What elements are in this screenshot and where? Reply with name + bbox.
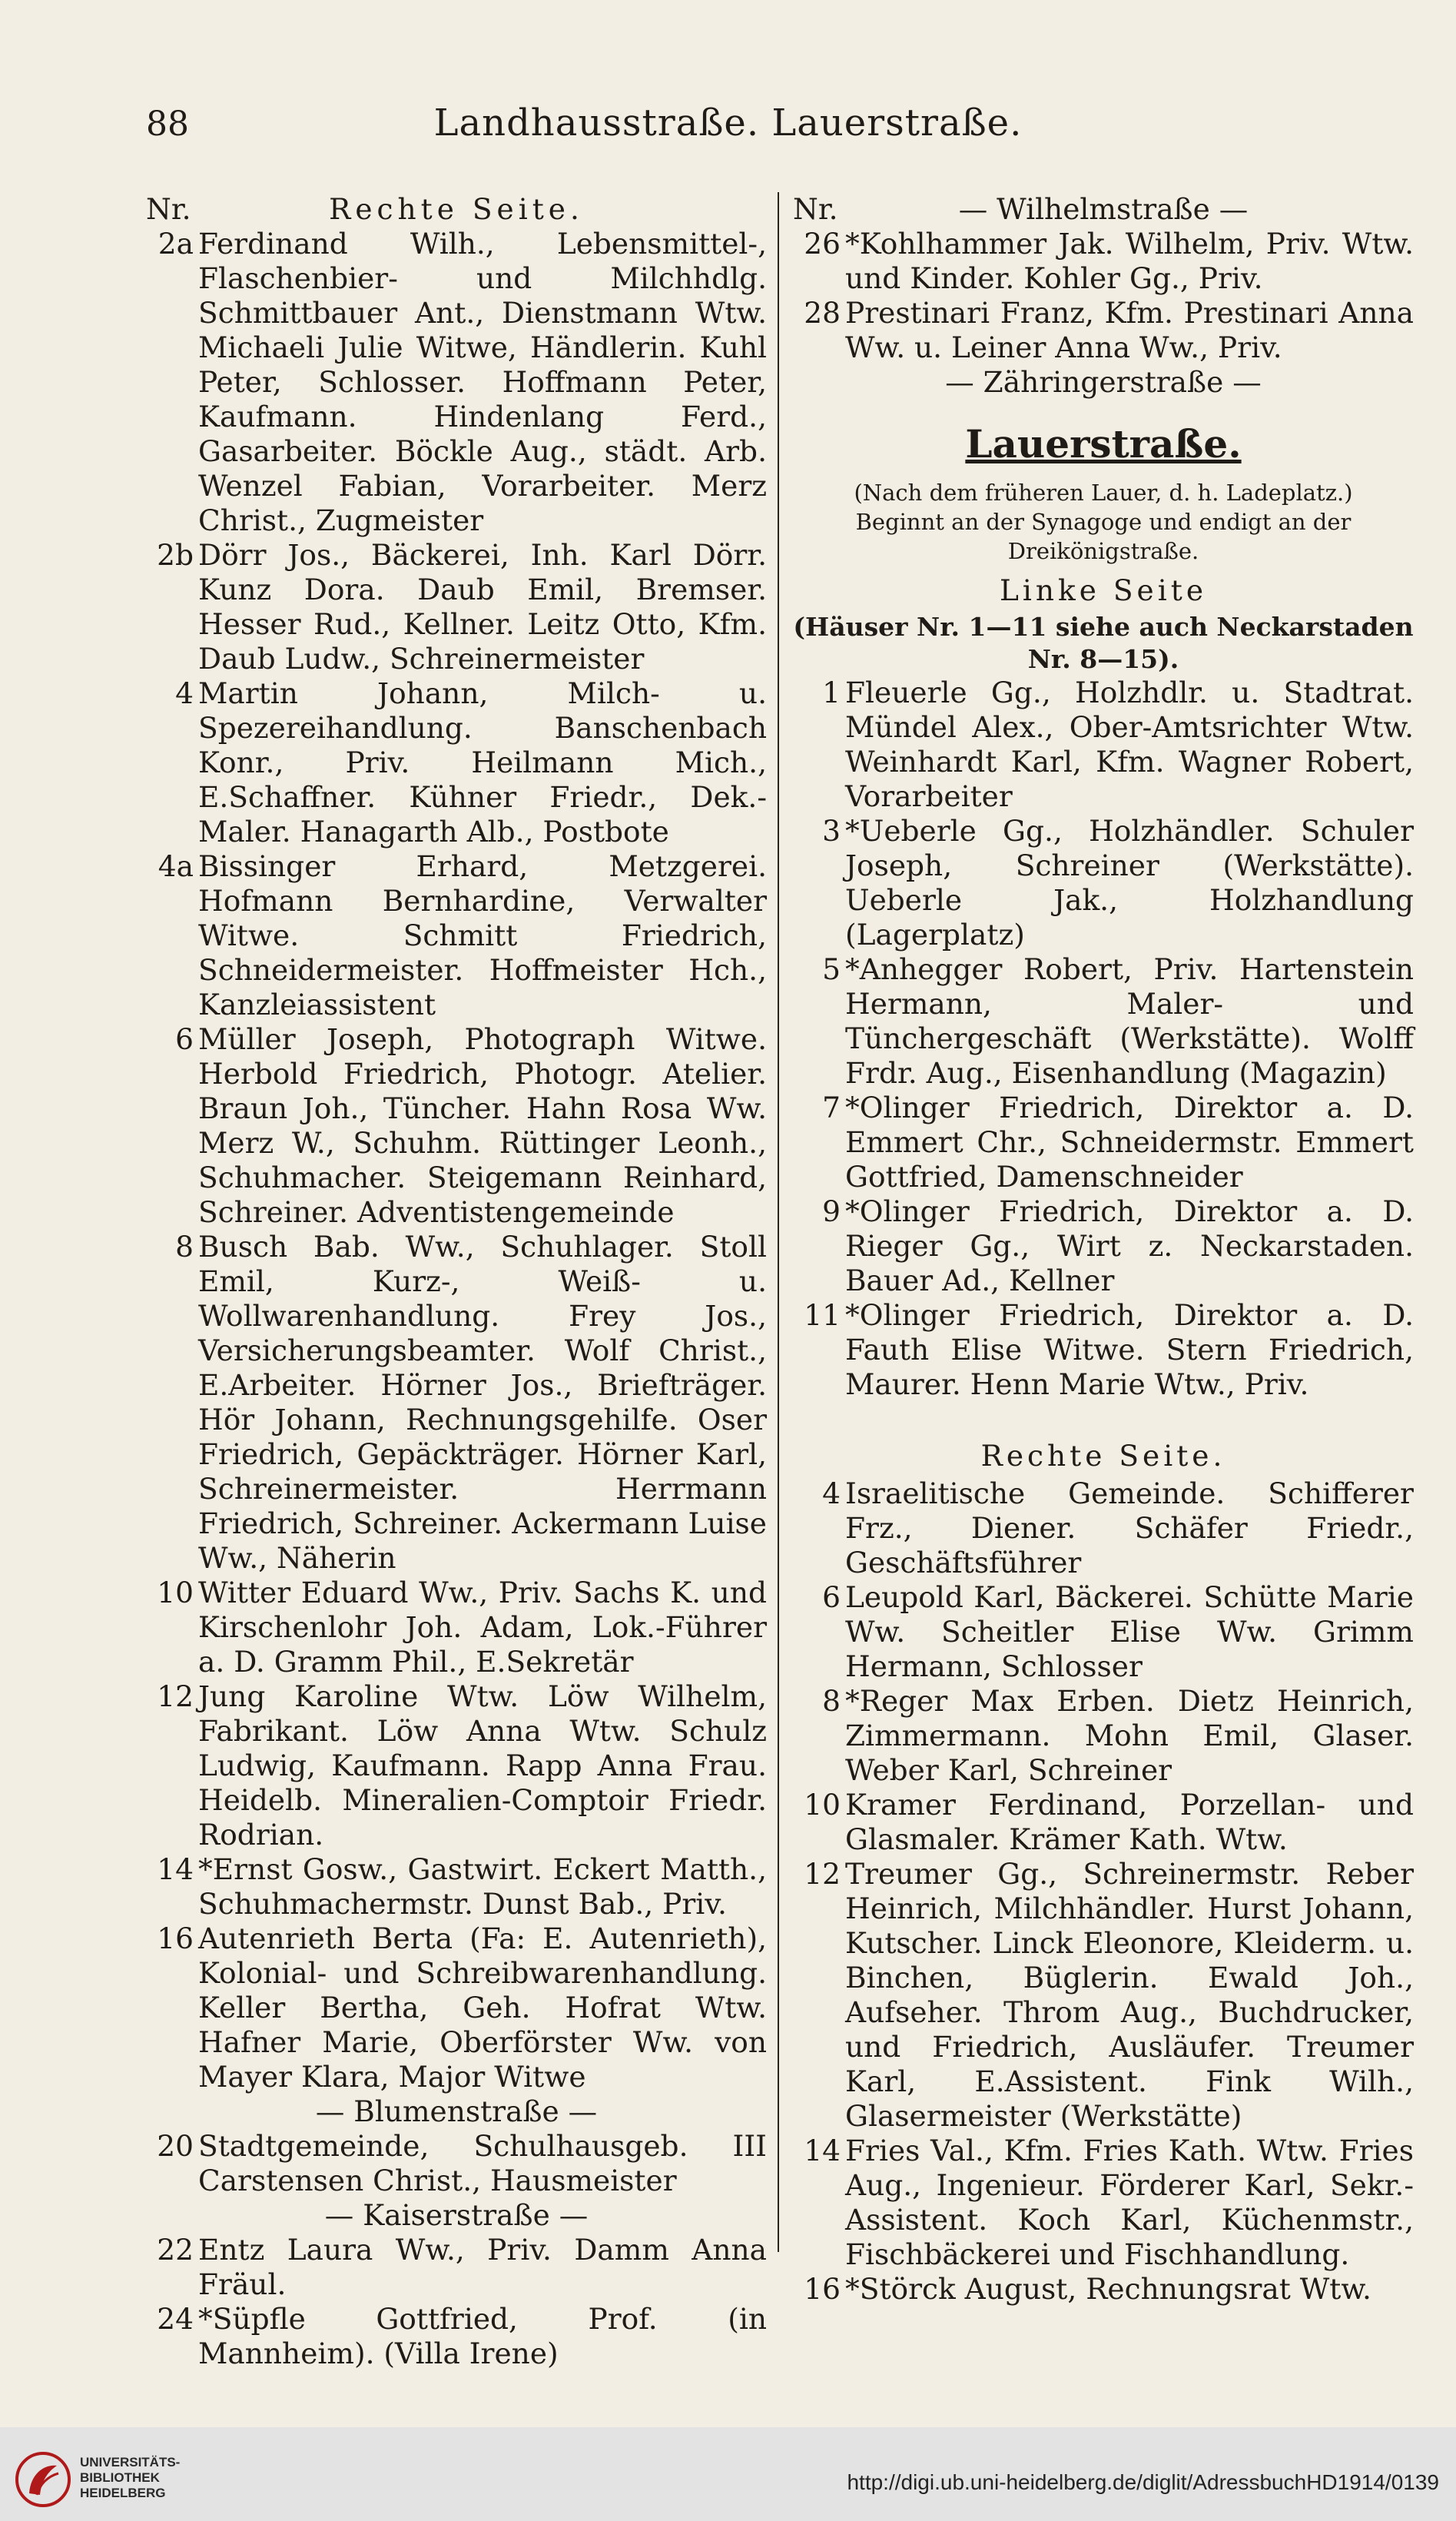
entry-text: *Olinger Friedrich, Direktor a. D. Emmert Chr., Schneidermstr. Emmert Gottfried, Damenschneider (845, 1091, 1414, 1194)
right-top-entry-list (793, 227, 1414, 400)
entry-text: *Olinger Friedrich, Direktor a. D. Rieger Gg., Wirt z. Neckarstaden. Bauer Ad., Kellner (845, 1194, 1414, 1297)
running-title: Landhausstraße. Lauerstraße. (433, 101, 1023, 144)
nr-heading: Nr. (146, 192, 191, 226)
house-number: 24 (157, 2302, 194, 2336)
entry-text: *Olinger Friedrich, Direktor a. D. Fauth Elise Witwe. Stern Friedrich, Maurer. Henn Marie Wtw., Priv. (845, 1298, 1414, 1401)
right-column-head (793, 192, 1414, 227)
entry-text: Dörr Jos., Bäckerei, Inh. Karl Dörr. Kunz Dora. Daub Emil, Bremser. Hesser Rud., Kellner. Leitz Otto, Kfm. Daub Ludw., Schreinermeister (198, 538, 767, 676)
entry-text: Israelitische Gemeinde. Schifferer Frz., Diener. Schäfer Friedr., Geschäftsführer (845, 1476, 1414, 1579)
directory-entry (146, 2129, 767, 2198)
entry-text: Müller Joseph, Photograph Witwe. Herbold Friedrich, Photogr. Atelier. Braun Joh., Tüncher. Hahn Rosa Ww. Merz W., Schuhm. Rüttinger Leonh., Schuhmacher. Steigemann Reinhard, Schreiner. Adventistengemeinde (198, 1022, 767, 1229)
right-side-entry-list (793, 1476, 1414, 2307)
left-column (146, 192, 767, 2371)
entry-text: Treumer Gg., Schreinermstr. Reber Heinrich, Milchhändler. Hurst Johann, Kutscher. Linck Eleonore, Kleiderm. u. Binchen, Büglerin. Ewald Joh., Aufseher. Throm Aug., Buchdrucker, und Friedrich, Ausläufer. Treumer Karl, E.Assistent. Fink Wilh., Glasermeister (Werkstätte) (845, 1857, 1414, 2133)
house-number: 16 (804, 2272, 841, 2306)
directory-entry (793, 1788, 1414, 1857)
directory-entry (146, 227, 767, 538)
directory-entry (146, 1576, 767, 1679)
house-number: 3 (822, 814, 841, 848)
directory-entry (146, 676, 767, 849)
cross-street-label: — Zähringerstraße — (945, 365, 1262, 399)
house-number: 20 (157, 2129, 194, 2163)
directory-entry (793, 1580, 1414, 1684)
page-number: 88 (146, 105, 189, 144)
cross-street-label: — Blumenstraße — (315, 2094, 598, 2128)
entry-text: Bissinger Erhard, Metzgerei. Hofmann Bernhardine, Verwalter Witwe. Schmitt Friedrich, Schneidermeister. Hoffmeister Hch., Kanzleiassistent (198, 849, 767, 1021)
directory-entry (793, 676, 1414, 814)
directory-entry (793, 1091, 1414, 1194)
side-label: Rechte Seite. (329, 192, 584, 226)
entry-text: *Reger Max Erben. Dietz Heinrich, Zimmermann. Mohn Emil, Glaser. Weber Karl, Schreiner (845, 1684, 1414, 1787)
entry-text: Busch Bab. Ww., Schuhlager. Stoll Emil, Kurz-, Weiß- u. Wollwarenhandlung. Frey Jos., Versicherungsbeamter. Wolf Christ., E.Arbeiter. Hörner Jos., Briefträger. Hör Johann, Rechnungsgehilfe. Oser Friedrich, Gepäckträger. Hörner Karl, Schreinermeister. Herrmann Friedrich, Schreiner. Ackermann Luise Ww., Näherin (198, 1230, 767, 1575)
street-title: Lauerstraße. (965, 421, 1242, 467)
house-number: 4 (822, 1476, 841, 1510)
directory-entry (146, 538, 767, 676)
house-number: 9 (822, 1194, 841, 1228)
directory-entry (793, 1476, 1414, 1580)
house-number: 16 (157, 1921, 194, 1955)
house-number: 14 (157, 1852, 194, 1886)
left-side-label: Linke Seite (999, 573, 1208, 607)
house-number: 12 (157, 1679, 194, 1713)
directory-entry (793, 227, 1414, 296)
entry-text: Witter Eduard Ww., Priv. Sachs K. und Kirschenlohr Joh. Adam, Lok.-Führer a. D. Gramm Phil., E.Sekretär (198, 1576, 767, 1679)
directory-entry (793, 1298, 1414, 1402)
entry-text: Kramer Ferdinand, Porzellan- und Glasmaler. Krämer Kath. Wtw. (845, 1788, 1414, 1856)
source-url[interactable]: http://digi.ub.uni-heidelberg.de/diglit/AdressbuchHD1914/0139 (847, 2470, 1439, 2494)
directory-entry (146, 2233, 767, 2302)
entry-text: Ferdinand Wilh., Lebensmittel-, Flaschenbier- und Milchhdlg. Schmittbauer Ant., Dienstmann Wtw. Michaeli Julie Witwe, Händlerin. Kuhl Peter, Schlosser. Hoffmann Peter, Kaufmann. Hindenlang Ferd., Gasarbeiter. Böckle Aug., städt. Arb. Wenzel Fabian, Vorarbeiter. Merz Christ., Zugmeister (198, 227, 767, 537)
entry-text: Martin Johann, Milch- u. Spezereihandlung. Banschenbach Konr., Priv. Heilmann Mich., E.Schaffner. Kühner Friedr., Dek.-Maler. Hanagarth Alb., Postbote (198, 676, 767, 849)
left-column-head (146, 192, 767, 227)
house-number: 8 (175, 1230, 194, 1264)
library-logo-text: UNIVERSITÄTS- BIBLIOTHEK HEIDELBERG (80, 2455, 181, 2500)
house-number: 2b (157, 538, 194, 572)
cross-street-label: — Kaiserstraße — (324, 2198, 589, 2232)
left-side-note: (Häuser Nr. 1—11 siehe auch Neckarstaden Nr. 8—15). (793, 612, 1414, 674)
entry-text: *Süpfle Gottfried, Prof. (in Mannheim). (Villa Irene) (198, 2302, 767, 2370)
entry-text: Autenrieth Berta (Fa: E. Autenrieth), Kolonial- und Schreibwarenhandlung. Keller Bertha, Geh. Hofrat Wtw. Hafner Marie, Oberförster Ww. von Mayer Klara, Major Witwe (198, 1921, 767, 2094)
directory-entry (793, 952, 1414, 1091)
entry-text: *Anhegger Robert, Priv. Hartenstein Hermann, Maler- und Tünchergeschäft (Werkstätte). Wolff Frdr. Aug., Eisenhandlung (Magazin) (845, 952, 1414, 1090)
entry-text: *Kohlhammer Jak. Wilhelm, Priv. Wtw. und Kinder. Kohler Gg., Priv. (845, 227, 1414, 295)
left-entry-list (146, 227, 767, 2371)
entry-text: Entz Laura Ww., Priv. Damm Anna Fräul. (198, 2233, 767, 2301)
house-number: 2a (158, 227, 194, 261)
directory-entry (146, 1022, 767, 1230)
house-number: 8 (822, 1684, 841, 1718)
directory-entry (793, 1194, 1414, 1298)
house-number: 4 (175, 676, 194, 710)
entry-text: *Ueberle Gg., Holzhändler. Schuler Joseph, Schreiner (Werkstätte). Ueberle Jak., Holzhandlung (Lagerplatz) (845, 814, 1414, 952)
house-number: 10 (804, 1788, 841, 1822)
directory-entry (146, 1852, 767, 1921)
street-description: Beginnt an der Synagoge und endigt an der Dreikönigstraße. (855, 509, 1352, 564)
nr-heading: Nr. (793, 192, 838, 226)
entry-text: Leupold Karl, Bäckerei. Schütte Marie Ww. Scheitler Elise Ww. Grimm Hermann, Schlosser (845, 1580, 1414, 1683)
entry-text: *Ernst Gosw., Gastwirt. Eckert Matth., Schuhmachermstr. Dunst Bab., Priv. (198, 1852, 767, 1921)
directory-entry (793, 1857, 1414, 2134)
right-side-label: Rechte Seite. (980, 1439, 1226, 1473)
entry-text: Fleuerle Gg., Holzhdlr. u. Stadtrat. Mündel Alex., Ober-Amtsrichter Wtw. Weinhardt Karl, Kfm. Wagner Robert, Vorarbeiter (845, 676, 1414, 813)
directory-entry (793, 296, 1414, 365)
entry-text: *Störck August, Rechnungsrat Wtw. (845, 2272, 1371, 2306)
entry-text: Fries Val., Kfm. Fries Kath. Wtw. Fries Aug., Ingenieur. Förderer Karl, Sekr.-Assistent. Koch Karl, Küchenmstr., Fischbäckerei und Fischhandlung. (845, 2134, 1414, 2271)
directory-entry (793, 2272, 1414, 2307)
house-number: 14 (804, 2134, 841, 2167)
house-number: 7 (822, 1091, 841, 1124)
directory-entry (793, 1684, 1414, 1788)
entry-text: Stadtgemeinde, Schulhausgeb. III Carstensen Christ., Hausmeister (198, 2129, 767, 2197)
entry-text: Jung Karoline Wtw. Löw Wilhelm, Fabrikant. Löw Anna Wtw. Schulz Ludwig, Kaufmann. Rapp Anna Frau. Heidelb. Mineralien-Comptoir Friedr. Rodrian. (198, 1679, 767, 1852)
house-number: 6 (822, 1580, 841, 1614)
house-number: 5 (822, 952, 841, 986)
directory-entry (146, 849, 767, 1022)
directory-entry (146, 1230, 767, 1576)
house-number: 22 (157, 2233, 194, 2267)
house-number: 28 (804, 296, 841, 330)
entry-text: Prestinari Franz, Kfm. Prestinari Anna Ww. u. Leiner Anna Ww., Priv. (845, 296, 1414, 364)
column-rule (778, 192, 779, 2252)
left-side-entry-list (793, 676, 1414, 1402)
directory-entry (146, 1921, 767, 2094)
house-number: 12 (804, 1857, 841, 1891)
library-logo-icon (14, 2450, 72, 2509)
directory-entry (793, 814, 1414, 952)
directory-entry (793, 2134, 1414, 2272)
house-number: 4a (158, 849, 194, 883)
house-number: 26 (804, 227, 841, 261)
house-number: 11 (804, 1298, 841, 1332)
directory-entry (146, 2302, 767, 2371)
directory-entry (146, 1679, 767, 1852)
street-note: (Nach dem früheren Lauer, d. h. Ladeplatz.) (854, 480, 1353, 506)
house-number: 1 (822, 676, 841, 709)
footer-bar (0, 2427, 1456, 2521)
house-number: 10 (157, 1576, 194, 1609)
right-column (793, 192, 1414, 2307)
street-label: — Wilhelmstraße — (958, 192, 1249, 226)
house-number: 6 (175, 1022, 194, 1056)
